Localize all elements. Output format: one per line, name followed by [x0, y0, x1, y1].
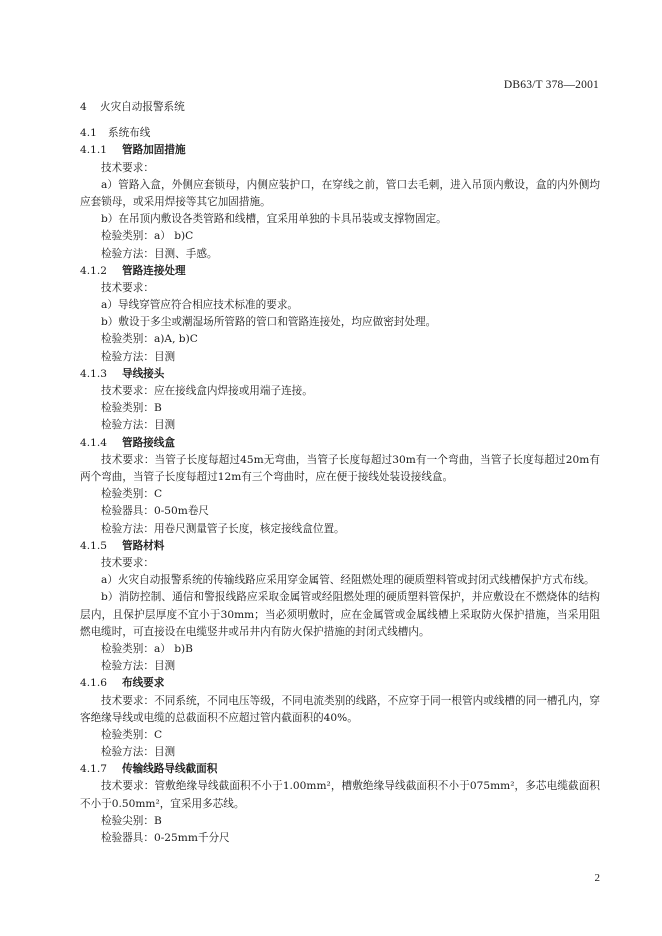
- subsection-heading: [80, 142, 600, 159]
- body-line: 检验方法：目测: [101, 350, 176, 363]
- body-line: 检验方法：目测: [101, 660, 176, 673]
- subsection-number: 4.1.3: [80, 367, 107, 380]
- body-line: 检验器具：0-50m卷尺: [101, 505, 210, 518]
- body-paragraph: 技术要求：管敷绝缘导线截面积不小于1.00mm²，槽敷绝缘导线截面积不小于075mm²，多芯电缆截面积不小于0.50mm²，宜采用多芯线。: [80, 780, 600, 810]
- body-line: 检验方法：目测: [101, 419, 176, 432]
- body-paragraph: 技术要求：不同系统，不同电压等级，不同电流类别的线路，不应穿于同一根管内或线槽的同一槽孔内，穿客绝缘导线或电缆的总截面积不应超过管内截面积的40%。: [80, 694, 600, 724]
- body-line: 技术要求：: [101, 556, 154, 569]
- subsection-heading: [80, 538, 600, 555]
- body-line: 检验类别：C: [101, 488, 163, 501]
- subsection-title: 导线接头: [122, 367, 165, 380]
- subsection-title: 管路接线盒: [122, 436, 175, 449]
- body-line: 检验类别：a） b)B: [101, 642, 193, 655]
- subsection-title: 传输线路导线截面积: [122, 763, 218, 776]
- subsection-heading: [80, 366, 600, 383]
- body-line: 检验尖别：B: [101, 814, 162, 827]
- body-paragraph: a）火灾自动报警系统的传输线路应采用穿金属管、经阻燃处理的硬质塑料管或封闭式线槽保护方式布线。: [101, 574, 595, 587]
- body-line: b）在吊顶内敷设各类管路和线槽，宜采用单独的卡具吊装或支撑物固定。: [101, 213, 447, 226]
- body-line: 检验类别：C: [101, 728, 163, 741]
- page-number: 2: [594, 872, 600, 884]
- body-paragraph: b）消防控制、通信和警报线路应采取金属管或经阻燃处理的硬质塑料管保护，并应敷设在不燃烧体的结构层内，且保护层厚度不宜小于30mm；当必须明敷时，应在金属管或金属线槽上采取防火保护措施，当采用阻燃电缆时，可直接设在电缆竖井或吊井内有防火保护措施的封闭式线槽内。: [80, 591, 600, 638]
- subsection-heading: [80, 435, 600, 452]
- body-line: 技术要求：: [101, 161, 154, 174]
- chapter-number: 4: [80, 101, 87, 113]
- subsection-title: 管路加固措施: [122, 144, 186, 157]
- subsection-heading: [80, 263, 600, 280]
- body-line: 检验方法：用卷尺测量管子长度，核定接线盒位置。: [101, 522, 345, 535]
- subsection-number: 4.1.5: [80, 539, 107, 552]
- subsection-number: 4.1.6: [80, 677, 107, 690]
- subsection-heading: [80, 675, 600, 692]
- body-line: 检验类别：a)A, b)C: [101, 333, 198, 346]
- body-line: a）导线穿管应符合相应技术标准的要求。: [101, 299, 299, 312]
- document-code-header: DB63/T 378—2001: [503, 79, 599, 91]
- body-line: 检验方法：目测: [101, 746, 176, 759]
- chapter-title: 火灾自动报警系统: [100, 101, 185, 113]
- section-heading: [80, 125, 600, 142]
- subsection-number: 4.1.7: [80, 763, 107, 776]
- body-paragraph: 技术要求：当管子长度每超过45m无弯曲，当管子长度每超过30m有一个弯曲，当管子长度每超过20m有两个弯曲，当管子长度每超过12m有三个弯曲时，应在便于接线处装设接线盒。: [80, 453, 600, 483]
- section-title: 系统布线: [108, 127, 151, 140]
- body-line: 技术要求：: [101, 281, 154, 294]
- body-line: 技术要求：应在接线盒内焊接或用端子连接。: [101, 385, 313, 398]
- document-body: [80, 99, 600, 847]
- body-line: 检验类别：B: [101, 402, 162, 415]
- body-paragraph: a）管路入盒，外侧应套锁母，内侧应装护口，在穿线之前，管口去毛刺，进入吊顶内敷设，盒的内外侧均应套锁母，或采用焊接等其它加固措施。: [80, 178, 600, 208]
- body-line: 检验类别：a） b)C: [101, 230, 194, 243]
- body-line: 检验方法：目测、手感。: [101, 247, 218, 260]
- subsection-title: 布线要求: [122, 677, 165, 690]
- body-line: b）敷设于多尘或潮湿场所管路的管口和管路连接处，均应做密封处理。: [101, 316, 437, 329]
- subsection-heading: [80, 761, 600, 778]
- subsection-title: 管路材料: [122, 539, 165, 552]
- subsection-number: 4.1.2: [80, 264, 107, 277]
- subsection-title: 管路连接处理: [122, 264, 186, 277]
- subsection-number: 4.1.4: [80, 436, 107, 449]
- chapter-heading: [80, 99, 600, 116]
- section-number: 4.1: [80, 127, 97, 140]
- subsection-number: 4.1.1: [80, 144, 107, 157]
- body-line: 检验器具：0-25mm千分尺: [101, 832, 230, 845]
